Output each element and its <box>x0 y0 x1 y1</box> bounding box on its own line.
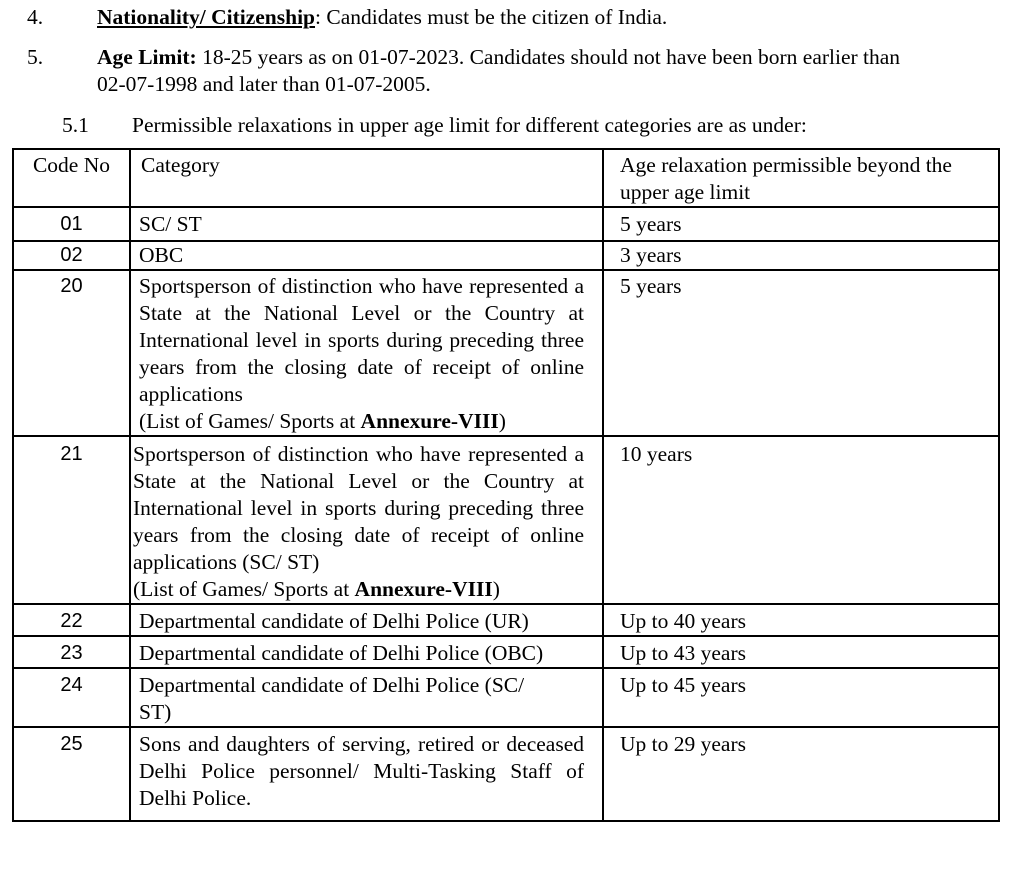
annexure-ref: Annexure-VIII <box>354 577 493 601</box>
header-age: Age relaxation permissible beyond the upper age limit <box>603 149 999 207</box>
row-code: 20 <box>13 270 130 436</box>
row-category: SC/ ST <box>130 207 603 241</box>
table-row <box>13 668 999 727</box>
row-age: Up to 29 years <box>603 727 999 821</box>
header-code: Code No <box>13 149 130 207</box>
row-category-note <box>139 409 506 433</box>
row-category <box>130 270 603 436</box>
subsection-number: 5.1 <box>62 113 89 137</box>
row-code: 02 <box>13 241 130 270</box>
row-code: 21 <box>13 436 130 604</box>
subsection-text: Permissible relaxations in upper age limit for different categories are as under: <box>132 113 807 137</box>
row-code: 23 <box>13 636 130 668</box>
table-row <box>13 241 999 270</box>
item-heading: Nationality/ Citizenship <box>97 5 316 29</box>
note-prefix: (List of Games/ Sports at <box>139 409 361 433</box>
row-category: OBC <box>130 241 603 270</box>
note-suffix: ) <box>492 577 500 601</box>
row-code: 25 <box>13 727 130 821</box>
item-body: 18-25 years as on 01-07-2023. Candidates should not have been born earlier than 02-07-1998 and later than 01-07-2005. <box>97 45 901 96</box>
item-body: : Candidates must be the citizen of India. <box>315 5 668 29</box>
relaxation-table <box>12 148 1000 822</box>
table-row <box>13 636 999 668</box>
row-category-text: Sportsperson of distinction who have represented a State at the National Level or the Country at International level in sports during preceding three years from the closing date of receipt of online applications <box>139 274 584 406</box>
row-category: Departmental candidate of Delhi Police (OBC) <box>130 636 603 668</box>
row-code: 22 <box>13 604 130 636</box>
item-number: 4. <box>27 5 44 29</box>
item-heading: Age Limit: <box>97 45 197 69</box>
row-category: Departmental candidate of Delhi Police (SC/ ST) <box>130 668 603 727</box>
row-category: Sons and daughters of serving, retired or deceased Delhi Police personnel/ Multi-Tasking Staff of Delhi Police. <box>130 727 603 821</box>
row-category-note <box>133 577 500 601</box>
header-category: Category <box>130 149 603 207</box>
item-text <box>97 4 927 31</box>
row-code: 01 <box>13 207 130 241</box>
row-category-text: Sportsperson of distinction who have represented a State at the National Level or the Country at International level in sports during preceding three years from the closing date of receipt of online applications (SC/ ST) <box>133 442 584 574</box>
note-suffix: ) <box>498 409 506 433</box>
row-age: 5 years <box>603 270 999 436</box>
note-prefix: (List of Games/ Sports at <box>133 577 355 601</box>
annexure-ref: Annexure-VIII <box>360 409 499 433</box>
row-category <box>130 436 603 604</box>
row-age: 5 years <box>603 207 999 241</box>
table-header-row <box>13 149 999 207</box>
row-age: 3 years <box>603 241 999 270</box>
table-row <box>13 727 999 821</box>
row-code: 24 <box>13 668 130 727</box>
table-row <box>13 270 999 436</box>
row-age: Up to 40 years <box>603 604 999 636</box>
row-category: Departmental candidate of Delhi Police (UR) <box>130 604 603 636</box>
row-age: Up to 43 years <box>603 636 999 668</box>
table-row <box>13 436 999 604</box>
row-age: 10 years <box>603 436 999 604</box>
item-text <box>97 44 927 98</box>
item-number: 5. <box>27 45 44 69</box>
row-age: Up to 45 years <box>603 668 999 727</box>
table-row <box>13 604 999 636</box>
table-row <box>13 207 999 241</box>
